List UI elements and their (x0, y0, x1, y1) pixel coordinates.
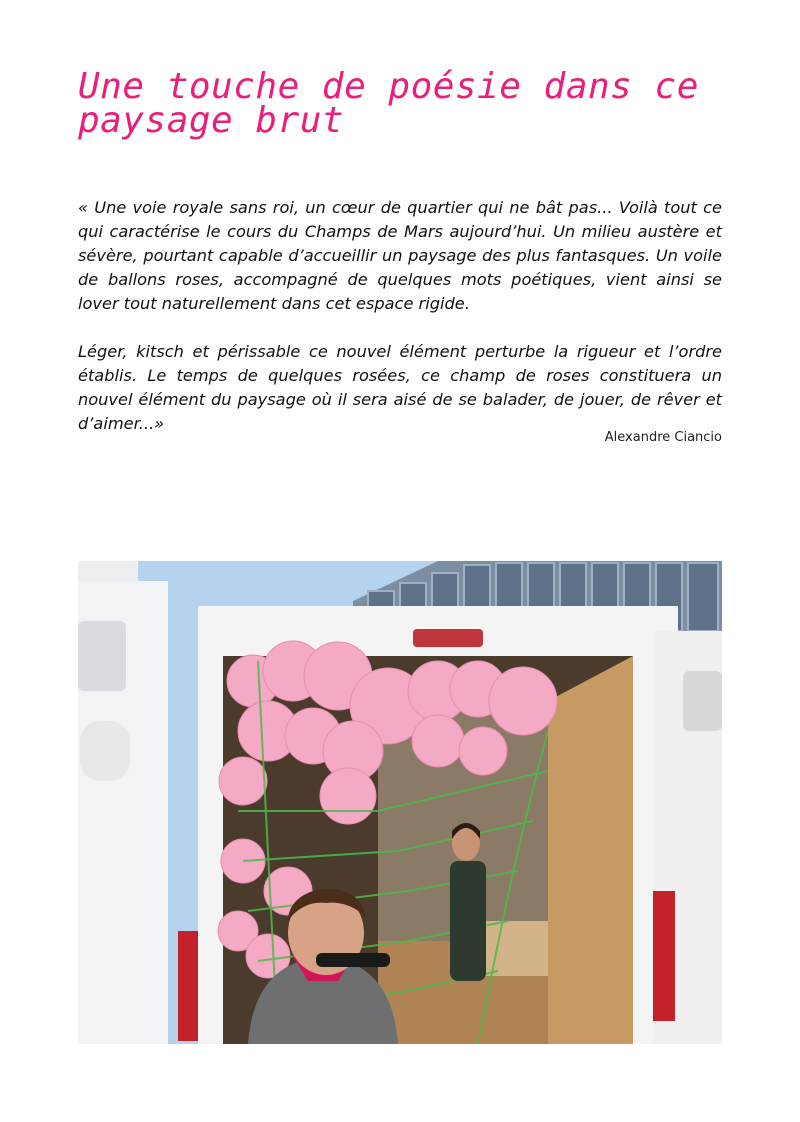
page-title: Une touche de poésie dans ce paysage brut (78, 66, 699, 141)
quote-paragraph-1: « Une voie royale sans roi, un cœur de quartier qui ne bât pas... Voilà tout ce qui caractérise le cours du Champs de Mars aujourd’hui. Un milieu austère et sévère, pourtant capable d’accueillir un paysage des plus fantasques. Un voile de ballons roses, accompagné de quelques mots poétiques, vient ainsi se lover tout naturellement dans cet espace rigide. (78, 198, 722, 313)
van-balloons-photo (78, 561, 722, 1044)
quote-paragraph-2: Léger, kitsch et périssable ce nouvel élément perturbe la rigueur et l’ordre établis. Le temps de quelques rosées, ce champ de roses constituera un nouvel élément du paysage où il sera aisé de se balader, de jouer, de rêver et d’aimer...» (78, 342, 722, 433)
author-name: Alexandre Ciancio (604, 430, 722, 445)
